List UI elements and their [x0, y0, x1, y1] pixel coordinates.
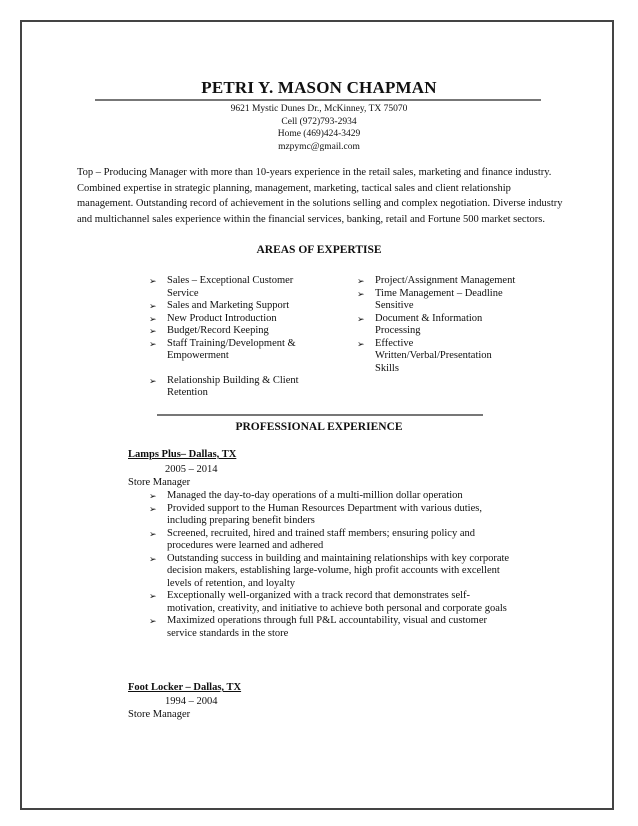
- list-item: ➢ Outstanding success in building and maintaining relationships with key corporate decision makers, establishing large-volume, high profit accounts with excellent levels of retention, and loyalty: [149, 552, 510, 589]
- arrow-bullet-icon: ➢: [149, 375, 157, 386]
- home-phone: Home (469)424-3429: [277, 129, 361, 139]
- list-item: ➢ Sales – Exceptional Customer Service: [149, 275, 294, 299]
- list-item: ➢ Managed the day-to-day operations of a multi-million dollar operation: [149, 490, 463, 501]
- section-divider: [157, 414, 483, 416]
- arrow-bullet-icon: ➢: [357, 313, 365, 324]
- header-divider: [95, 99, 541, 101]
- list-item: ➢ Provided support to the Human Resources Department with various duties, including preparing benefit binders: [149, 502, 482, 526]
- list-spacer: [148, 363, 310, 375]
- expertise-list-left: [148, 275, 310, 400]
- job-duties-list: [148, 490, 518, 640]
- job-title: Store Manager: [128, 709, 191, 720]
- arrow-bullet-icon: ➢: [357, 276, 365, 286]
- list-item: ➢ Staff Training/Development & Empowerment: [149, 337, 296, 361]
- expertise-heading: AREAS OF EXPERTISE: [256, 244, 382, 256]
- list-item: ➢ Maximized operations through full P&L accountability, visual and customer service standards in the store: [149, 615, 487, 639]
- expertise-list-right: [356, 275, 516, 375]
- list-item: ➢ Budget/Record Keeping: [149, 325, 269, 336]
- arrow-bullet-icon: ➢: [149, 553, 157, 564]
- job-dates: 2005 – 2014: [165, 464, 218, 475]
- list-item: ➢ Screened, recruited, hired and trained staff members; ensuring policy and procedures were learned and adhered: [149, 527, 475, 551]
- address: 9621 Mystic Dunes Dr., McKinney, TX 75070: [230, 104, 408, 114]
- candidate-name: PETRI Y. MASON CHAPMAN: [201, 78, 437, 97]
- arrow-bullet-icon: ➢: [149, 616, 157, 626]
- arrow-bullet-icon: ➢: [149, 313, 157, 324]
- list-item: ➢ Sales and Marketing Support: [149, 300, 290, 311]
- arrow-bullet-icon: ➢: [357, 288, 365, 299]
- company-name: Foot Locker – Dallas, TX: [128, 682, 242, 693]
- cell-phone: Cell (972)793-2934: [281, 116, 357, 127]
- arrow-bullet-icon: ➢: [149, 491, 157, 501]
- list-item: ➢ Project/Assignment Management: [357, 275, 516, 286]
- email: mzpymc@gmail.com: [278, 141, 360, 152]
- job-title: Store Manager: [128, 477, 191, 488]
- list-item: ➢ New Product Introduction: [149, 312, 277, 324]
- list-item: ➢ Effective Written/Verbal/Presentation Skills: [357, 337, 492, 374]
- list-item: ➢ Relationship Building & Client Retention: [149, 374, 299, 398]
- list-item: ➢ Document & Information Processing: [357, 312, 483, 336]
- list-item: ➢ Exceptionally well-organized with a track record that demonstrates self-motivation, creativity, and initiative to achieve both personal and corporate goals: [149, 590, 507, 614]
- professional-summary: Top – Producing Manager with more than 10-years experience in the retail sales, marketing and finance industry. Combined expertise in strategic planning, management, marketing, tactical sales and client relationship management. Outstanding record of achievement in the solutions selling and complex negotiation. Diverse industry and multichannel sales experience within the financial services, banking, retail and Fortune 500 market sectors.: [77, 167, 563, 225]
- arrow-bullet-icon: ➢: [357, 338, 365, 349]
- arrow-bullet-icon: ➢: [149, 591, 157, 601]
- company-name: Lamps Plus– Dallas, TX: [128, 449, 237, 460]
- job-dates: 1994 – 2004: [165, 696, 218, 707]
- arrow-bullet-icon: ➢: [149, 301, 157, 311]
- arrow-bullet-icon: ➢: [149, 338, 157, 349]
- experience-heading: PROFESSIONAL EXPERIENCE: [235, 421, 403, 433]
- arrow-bullet-icon: ➢: [149, 326, 157, 336]
- arrow-bullet-icon: ➢: [149, 276, 157, 286]
- list-item: ➢ Time Management – Deadline Sensitive: [357, 287, 503, 311]
- arrow-bullet-icon: ➢: [149, 528, 157, 539]
- contact-block: [0, 103, 638, 153]
- arrow-bullet-icon: ➢: [149, 503, 157, 514]
